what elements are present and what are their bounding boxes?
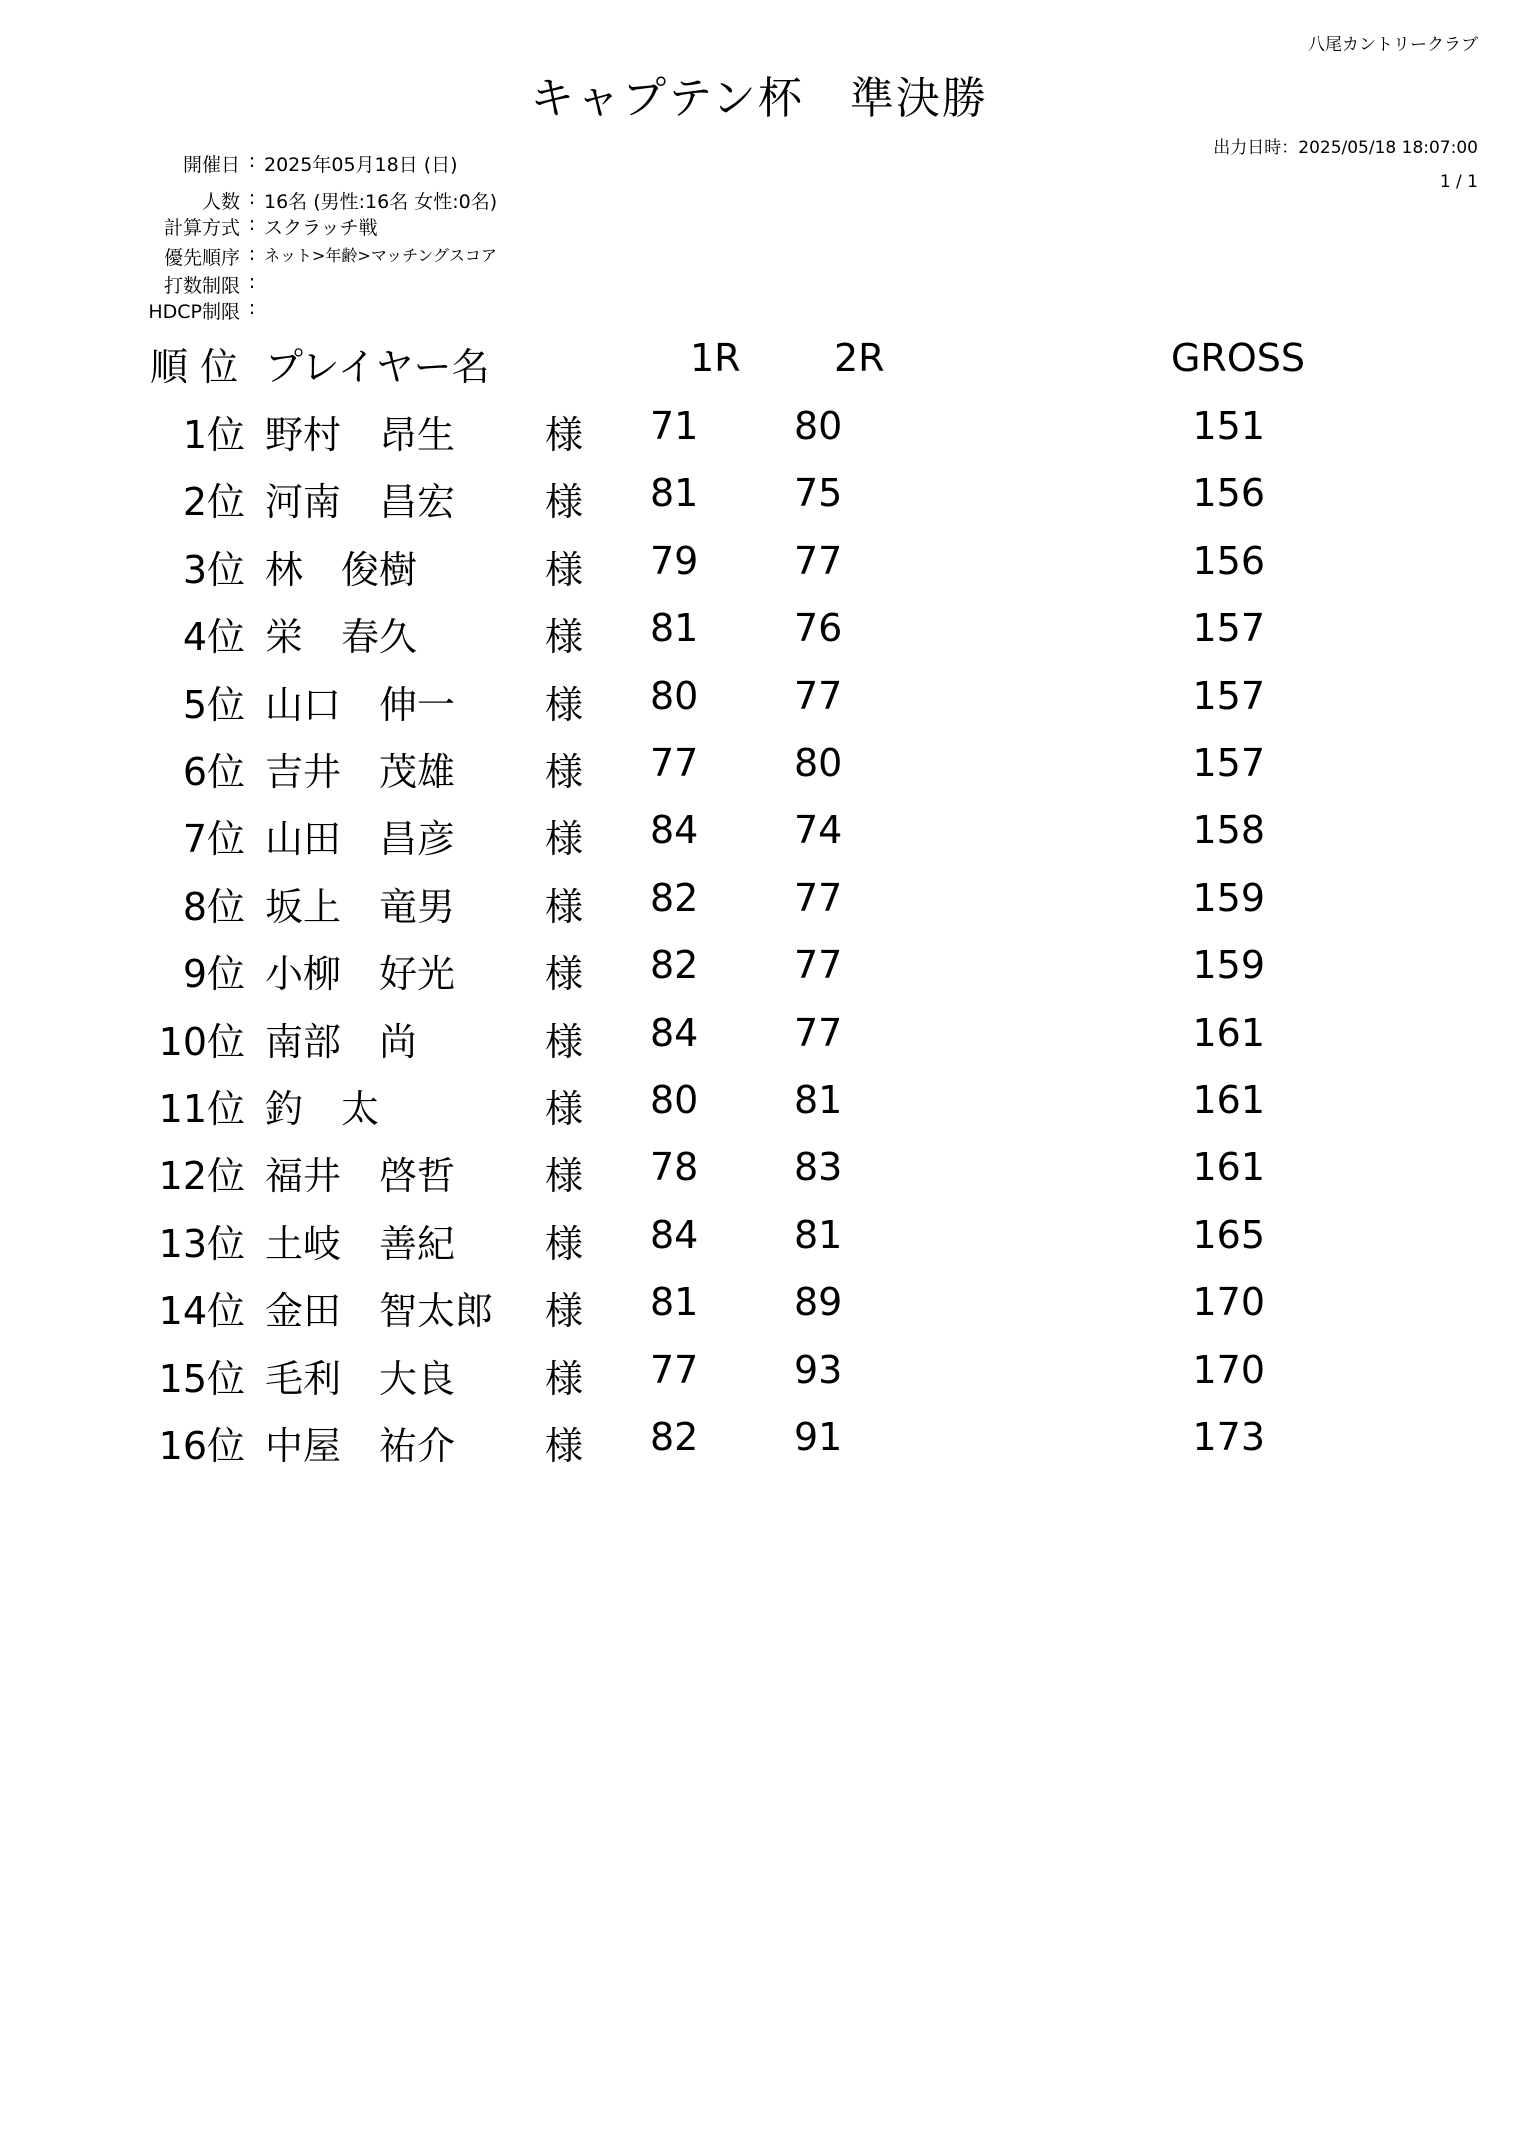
honorific: 様 [545,885,584,929]
player-name: 栄 春久 [265,615,418,659]
meta-value: ネット>年齢>マッチングスコア [264,246,497,265]
table-row [130,741,1280,801]
meta-label: 計算方式 [163,217,240,239]
score-gross: 157 [1192,674,1265,718]
score-1r: 84 [650,1011,699,1055]
player-name: 金田 智太郎 [265,1289,494,1333]
table-row [130,1145,1280,1205]
player-name: 坂上 竜男 [265,885,456,929]
honorific: 様 [545,1087,584,1131]
score-gross: 156 [1192,471,1265,515]
honorific: 様 [545,1020,584,1064]
score-gross: 161 [1192,1078,1265,1122]
score-2r: 76 [794,606,843,650]
honorific: 様 [545,413,584,457]
rank-cell: 16位 [158,1424,245,1468]
meta-label: 優先順序 [163,247,240,269]
honorific: 様 [545,480,584,524]
header-gross: GROSS [1170,336,1305,380]
table-row [130,471,1280,531]
score-gross: 151 [1192,404,1265,448]
rank-cell: 15位 [158,1357,245,1401]
honorific: 様 [545,615,584,659]
score-1r: 82 [650,1415,699,1459]
meta-count: 人数 : 16名 (男性:16名 女性:0名) [130,187,497,214]
rank-cell: 10位 [158,1020,245,1064]
player-name: 土岐 善紀 [265,1222,456,1266]
meta-label: HDCP制限 [148,301,240,323]
score-gross: 173 [1192,1415,1265,1459]
score-2r: 77 [794,943,843,987]
player-name: 釣 太 [265,1087,380,1131]
table-row [130,1280,1280,1340]
rank-cell: 6位 [182,750,245,794]
score-2r: 77 [794,539,843,583]
honorific: 様 [545,548,584,592]
score-2r: 80 [794,741,843,785]
meta-label: 人数 [201,191,240,213]
meta-value: 16名 (男性:16名 女性:0名) [264,191,498,213]
score-2r: 77 [794,1011,843,1055]
page-title: キャプテン杯 準決勝 [530,73,988,124]
score-gross: 158 [1192,808,1265,852]
score-1r: 80 [650,1078,699,1122]
table-row [130,674,1280,734]
score-gross: 170 [1192,1280,1265,1324]
score-2r: 89 [794,1280,843,1324]
honorific: 様 [545,1424,584,1468]
player-name: 山口 伸一 [265,683,456,727]
player-name: 河南 昌宏 [265,480,456,524]
player-name: 南部 尚 [265,1020,418,1064]
table-row [130,808,1280,868]
honorific: 様 [545,1357,584,1401]
score-gross: 165 [1192,1213,1265,1257]
meta-stroke-limit: 打数制限 : [130,271,264,298]
rank-cell: 4位 [182,615,245,659]
rank-cell: 3位 [182,548,245,592]
score-1r: 71 [650,404,699,448]
honorific: 様 [545,952,584,996]
score-2r: 74 [794,808,843,852]
club-name: 八尾カントリークラブ [1308,35,1478,55]
player-name: 吉井 茂雄 [265,750,456,794]
score-gross: 161 [1192,1011,1265,1055]
meta-date: 開催日 : 2025年05月18日 (日) [130,150,458,177]
score-1r: 77 [650,1348,699,1392]
table-row [130,1348,1280,1408]
table-row [130,876,1280,936]
score-1r: 79 [650,539,699,583]
rank-cell: 7位 [182,817,245,861]
rank-cell: 14位 [158,1289,245,1333]
honorific: 様 [545,683,584,727]
score-1r: 80 [650,674,699,718]
rank-cell: 1位 [182,413,245,457]
rank-cell: 13位 [158,1222,245,1266]
honorific: 様 [545,750,584,794]
table-row [130,606,1280,666]
score-1r: 84 [650,1213,699,1257]
meta-priority: 優先順序 : ネット>年齢>マッチングスコア [130,243,497,270]
score-1r: 78 [650,1145,699,1189]
score-gross: 161 [1192,1145,1265,1189]
honorific: 様 [545,1222,584,1266]
player-name: 毛利 大良 [265,1357,456,1401]
score-gross: 159 [1192,876,1265,920]
player-name: 林 俊樹 [265,548,418,592]
table-row [130,1078,1280,1138]
rank-cell: 12位 [158,1154,245,1198]
player-name: 福井 啓哲 [265,1154,456,1198]
player-name: 山田 昌彦 [265,817,456,861]
score-1r: 84 [650,808,699,852]
header-2r: 2R [834,336,885,380]
page-number: 1 / 1 [1439,172,1478,192]
score-2r: 81 [794,1078,843,1122]
score-gross: 159 [1192,943,1265,987]
player-name: 野村 昂生 [265,413,456,457]
score-gross: 157 [1192,741,1265,785]
honorific: 様 [545,1289,584,1333]
score-2r: 81 [794,1213,843,1257]
score-gross: 156 [1192,539,1265,583]
table-row [130,1415,1280,1475]
honorific: 様 [545,1154,584,1198]
score-gross: 170 [1192,1348,1265,1392]
score-1r: 82 [650,943,699,987]
score-2r: 77 [794,876,843,920]
meta-value: スクラッチ戦 [264,217,378,239]
rank-cell: 8位 [182,885,245,929]
score-2r: 91 [794,1415,843,1459]
player-name: 小柳 好光 [265,952,456,996]
rank-cell: 5位 [182,683,245,727]
meta-value: 2025年05月18日 (日) [264,154,458,176]
rank-cell: 9位 [182,952,245,996]
header-1r: 1R [690,336,741,380]
meta-label: 打数制限 [163,275,240,297]
score-1r: 81 [650,606,699,650]
player-name: 中屋 祐介 [265,1424,456,1468]
output-datetime: 出力日時：2025/05/18 18:07:00 [1213,138,1478,158]
table-row [130,539,1280,599]
score-2r: 83 [794,1145,843,1189]
header-rank: 順 位 [150,345,239,389]
rank-cell: 11位 [158,1087,245,1131]
score-1r: 81 [650,471,699,515]
score-gross: 157 [1192,606,1265,650]
meta-hdcp-limit: HDCP制限 : [130,297,264,324]
meta-label: 開催日 [182,154,240,176]
score-2r: 75 [794,471,843,515]
score-2r: 80 [794,404,843,448]
score-1r: 77 [650,741,699,785]
table-row [130,943,1280,1003]
score-2r: 93 [794,1348,843,1392]
rank-cell: 2位 [182,480,245,524]
score-1r: 81 [650,1280,699,1324]
honorific: 様 [545,817,584,861]
table-row [130,1213,1280,1273]
score-1r: 82 [650,876,699,920]
table-row [130,404,1280,464]
meta-calc: 計算方式 : スクラッチ戦 [130,213,378,240]
table-row [130,1011,1280,1071]
header-player: プレイヤー名 [265,345,490,389]
score-2r: 77 [794,674,843,718]
